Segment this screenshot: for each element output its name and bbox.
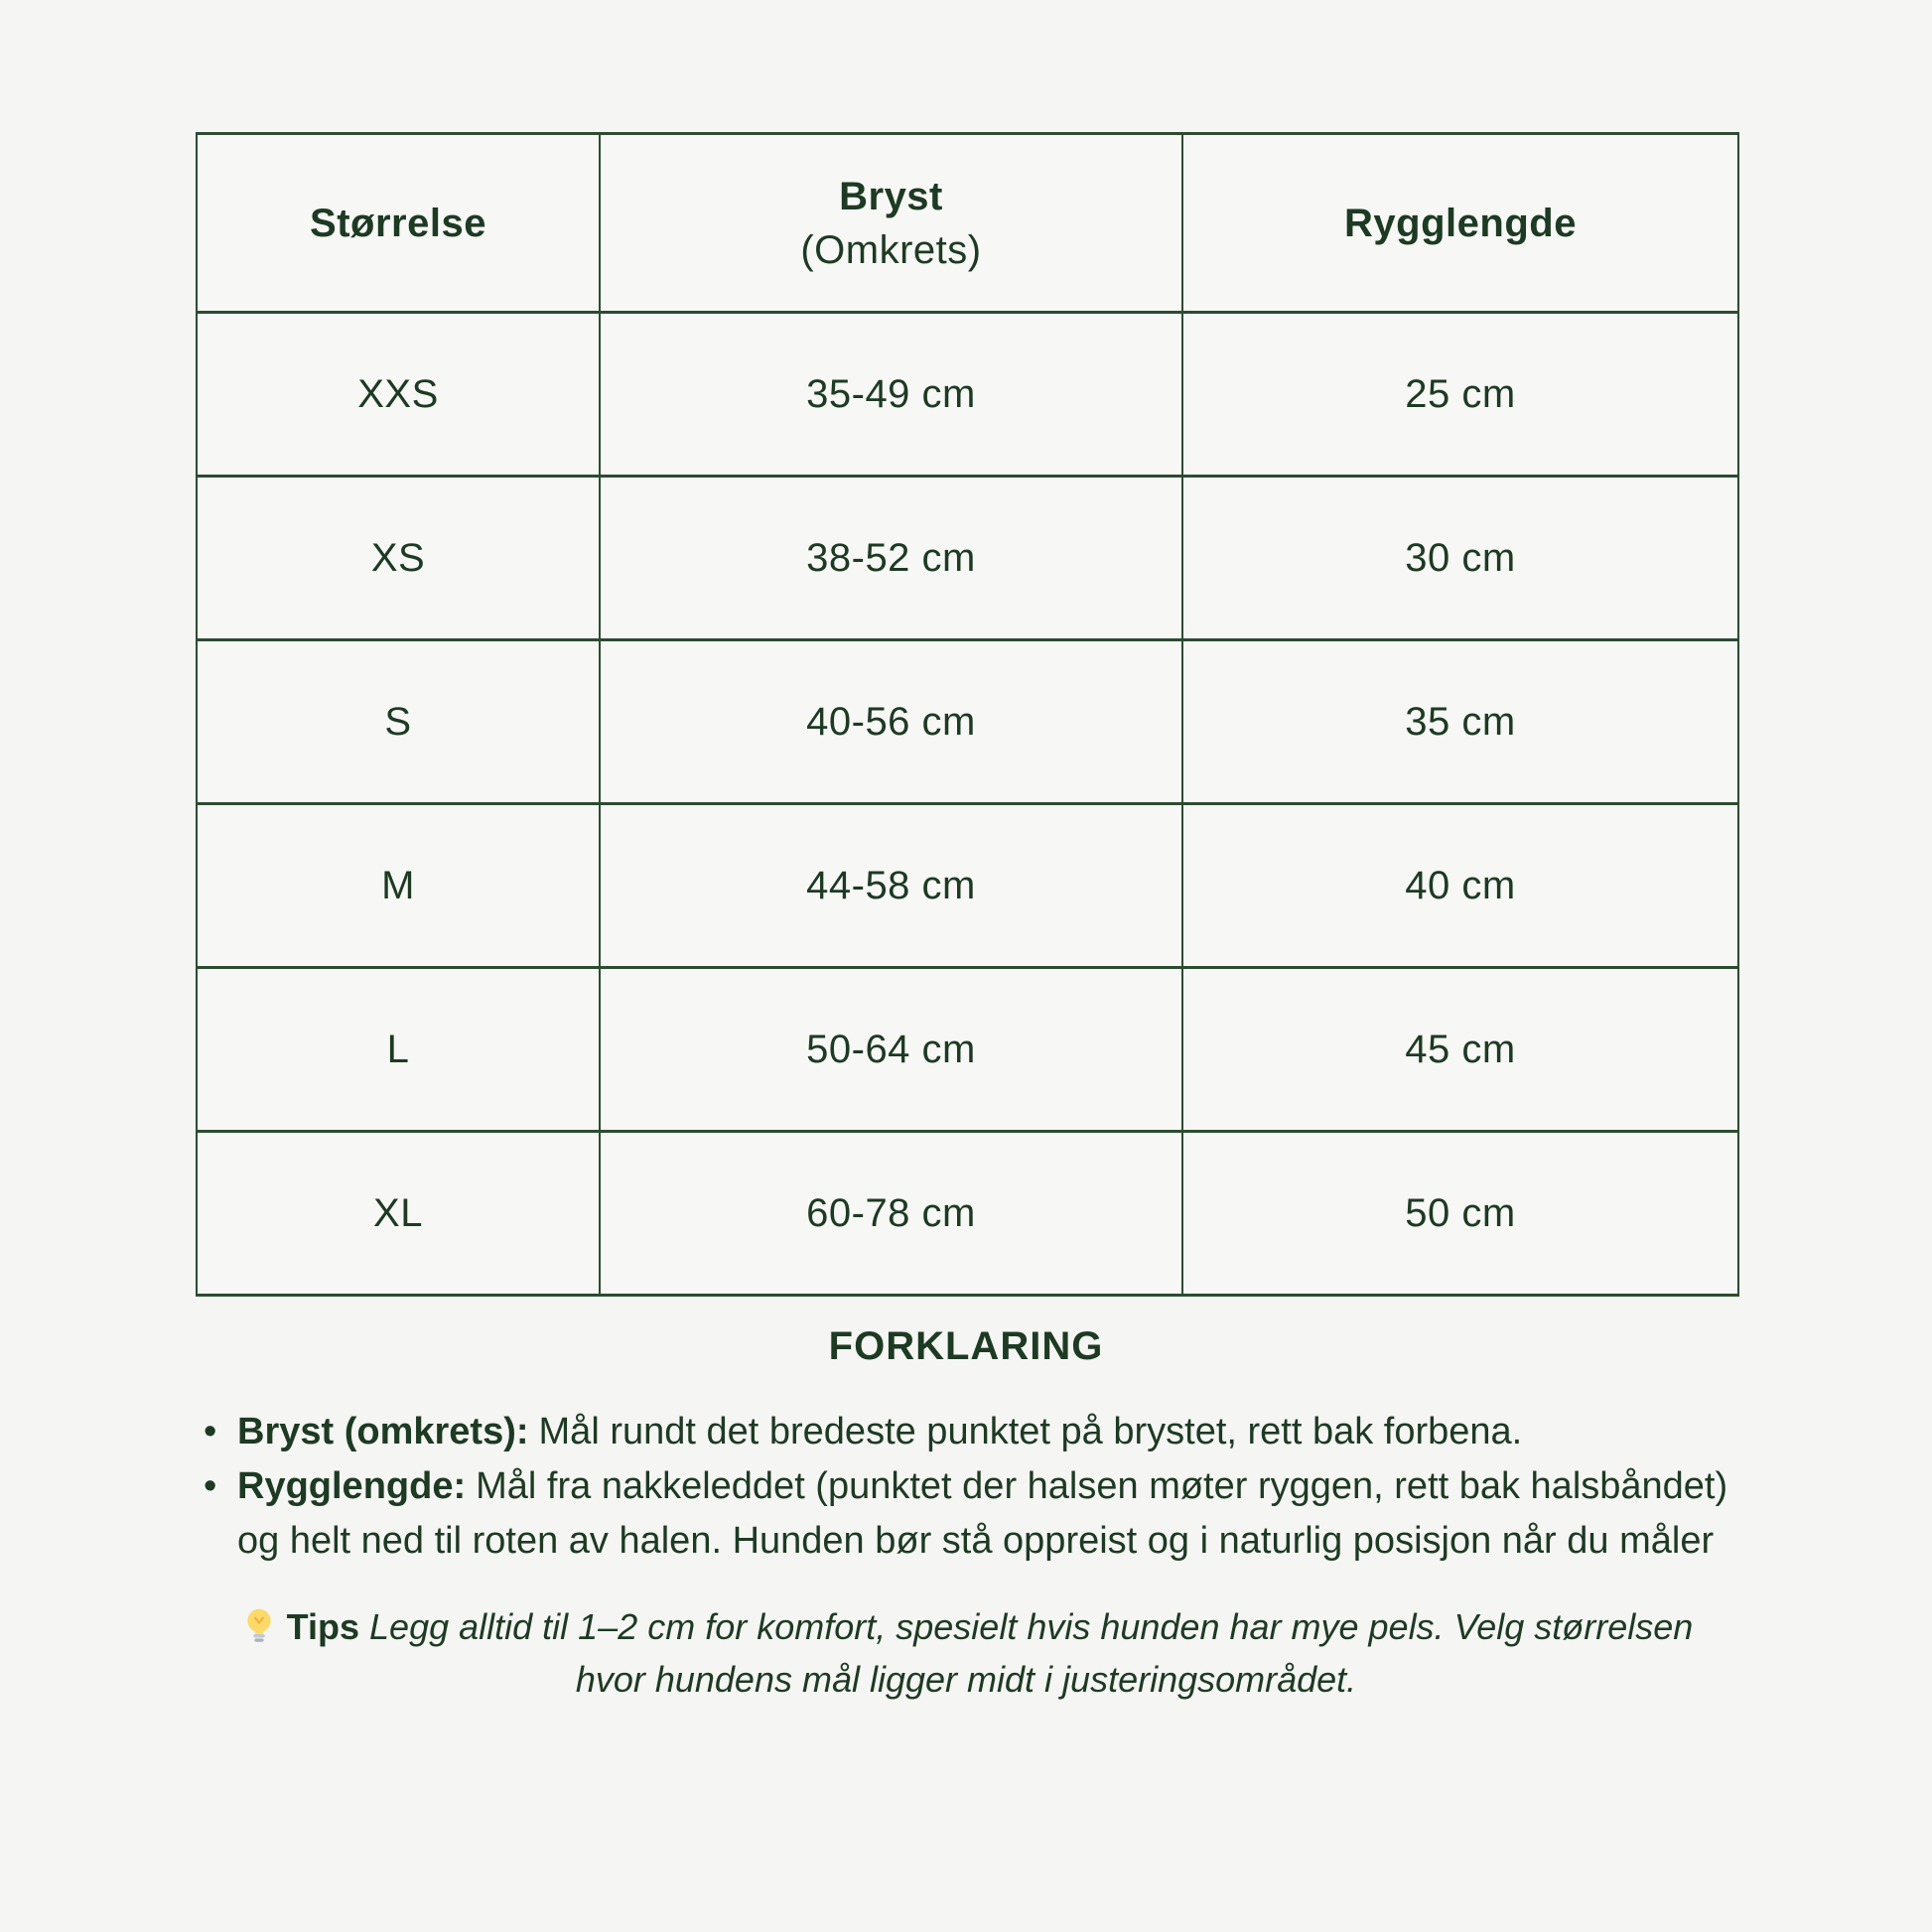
col-header-chest-sublabel: (Omkrets) — [800, 227, 982, 272]
list-item-back-length — [204, 1459, 1757, 1569]
size-table — [196, 132, 1739, 1297]
col-header-back-length-label: Rygglengde — [1344, 201, 1577, 245]
table-row — [197, 1132, 1738, 1296]
table-row — [197, 313, 1738, 477]
cell-chest: 60-78 cm — [600, 1132, 1182, 1296]
cell-back-length: 35 cm — [1182, 640, 1738, 804]
cell-size: M — [197, 804, 600, 968]
cell-back-length: 50 cm — [1182, 1132, 1738, 1296]
col-header-chest — [600, 134, 1182, 313]
cell-chest: 44-58 cm — [600, 804, 1182, 968]
cell-back-length: 40 cm — [1182, 804, 1738, 968]
cell-size: XL — [197, 1132, 600, 1296]
table-row — [197, 968, 1738, 1132]
size-table-body — [197, 313, 1738, 1296]
cell-size: XS — [197, 477, 600, 640]
col-header-size — [197, 134, 600, 313]
cell-chest: 38-52 cm — [600, 477, 1182, 640]
cell-size: L — [197, 968, 600, 1132]
size-table-header — [197, 134, 1738, 313]
list-item-chest-term: Bryst (omkrets): — [237, 1411, 529, 1452]
cell-chest: 35-49 cm — [600, 313, 1182, 477]
cell-chest: 50-64 cm — [600, 968, 1182, 1132]
tips-label: Tips — [286, 1606, 360, 1647]
col-header-chest-label: Bryst — [839, 174, 943, 218]
explanation-list — [204, 1405, 1757, 1569]
cell-chest: 40-56 cm — [600, 640, 1182, 804]
list-item-chest-text: Mål rundt det bredeste punktet på brystet, rett bak forbena. — [538, 1411, 1523, 1452]
cell-back-length: 45 cm — [1182, 968, 1738, 1132]
table-row — [197, 477, 1738, 640]
col-header-size-label: Størrelse — [310, 201, 486, 245]
tips-text: Legg alltid til 1–2 cm for komfort, spesielt hvis hunden har mye pels. Velg størrelsen hvor hundens mål ligger midt i justeringsområdet. — [369, 1606, 1694, 1700]
lightbulb-icon — [239, 1606, 279, 1646]
tips-note — [236, 1600, 1696, 1706]
cell-back-length: 25 cm — [1182, 313, 1738, 477]
header-row — [197, 134, 1738, 313]
list-item-chest — [204, 1405, 1757, 1459]
table-row — [197, 640, 1738, 804]
list-item-back-length-text: Mål fra nakkeleddet (punktet der halsen møter ryggen, rett bak halsbåndet) og helt ned til roten av halen. Hunden bør stå oppreist og i naturlig posisjon når du måler — [237, 1465, 1728, 1562]
list-item-back-length-term: Rygglengde: — [237, 1465, 467, 1507]
cell-back-length: 30 cm — [1182, 477, 1738, 640]
cell-size: S — [197, 640, 600, 804]
explanation-heading: FORKLARING — [828, 1324, 1104, 1368]
table-row — [197, 804, 1738, 968]
cell-size: XXS — [197, 313, 600, 477]
col-header-back-length — [1182, 134, 1738, 313]
